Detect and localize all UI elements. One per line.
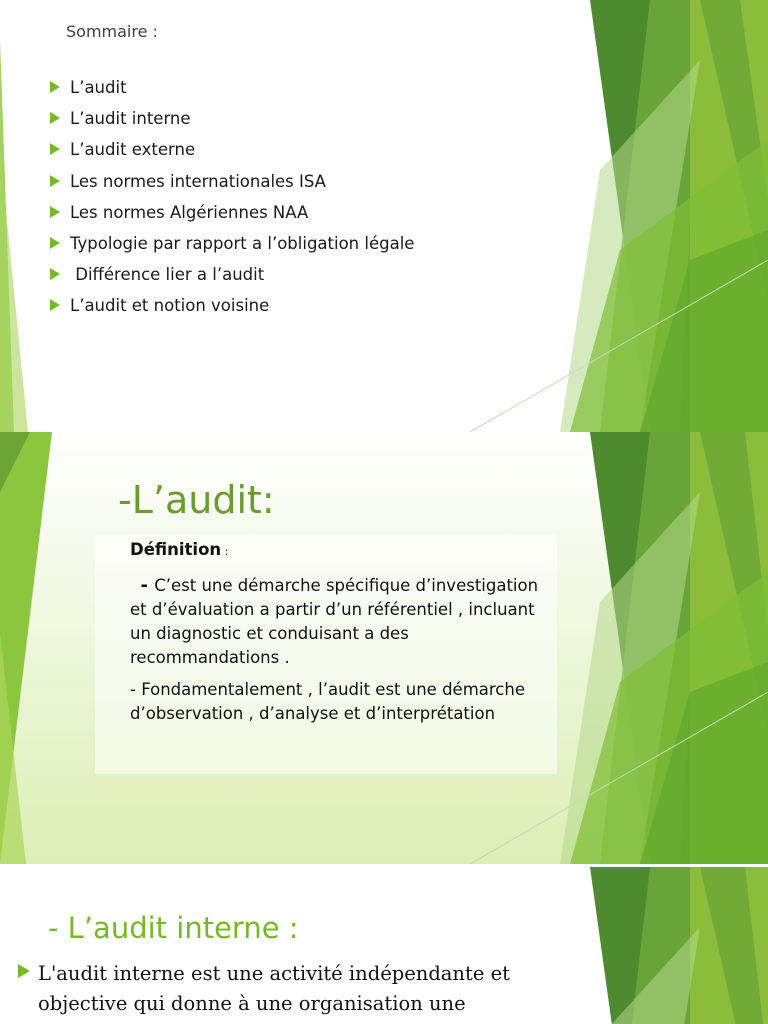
triangle-bullet-icon	[50, 206, 60, 218]
triangle-bullet-icon	[50, 268, 60, 280]
slide-audit-interne	[0, 867, 768, 1024]
list-item: Les normes internationales ISA	[48, 172, 414, 203]
triangle-bullet-icon	[50, 112, 60, 124]
list-item: L’audit et notion voisine	[48, 296, 414, 327]
slide-audit-definition	[0, 432, 768, 864]
sommaire-title: Sommaire :	[66, 22, 158, 41]
list-item: L’audit externe	[48, 140, 414, 171]
triangle-bullet-icon	[50, 143, 60, 155]
list-item: Les normes Algériennes NAA	[48, 203, 414, 234]
list-item: Différence lier a l’audit	[48, 265, 414, 296]
definition-label: Définition :	[130, 540, 229, 559]
slide-title: -L’audit:	[118, 478, 275, 522]
list-item: L’audit interne	[48, 109, 414, 140]
triangle-bullet-icon	[50, 81, 60, 93]
triangle-bullet-icon	[50, 299, 60, 311]
definition-paragraph-1: - C’est une démarche spécifique d’investigation et d’évaluation a partir d’un référentiel , incluant un diagnostic et conduisant a des recommandations .	[130, 575, 539, 667]
list-item: L’audit	[48, 78, 414, 109]
triangle-bullet-icon	[50, 237, 60, 249]
sommaire-list	[48, 78, 414, 328]
list-item: Typologie par rapport a l’obligation légale	[48, 234, 414, 265]
triangle-bullet-icon	[18, 964, 30, 978]
slide-body-text: L'audit interne est une activité indépendante et objective qui donne à une organisation une	[38, 962, 510, 1015]
definition-paragraph-2: - Fondamentalement , l’audit est une démarche d’observation , d’analyse et d’interprétation	[130, 680, 525, 723]
slide-title: - L’audit interne :	[48, 911, 299, 945]
slide-sommaire	[0, 0, 768, 432]
triangle-bullet-icon	[50, 175, 60, 187]
